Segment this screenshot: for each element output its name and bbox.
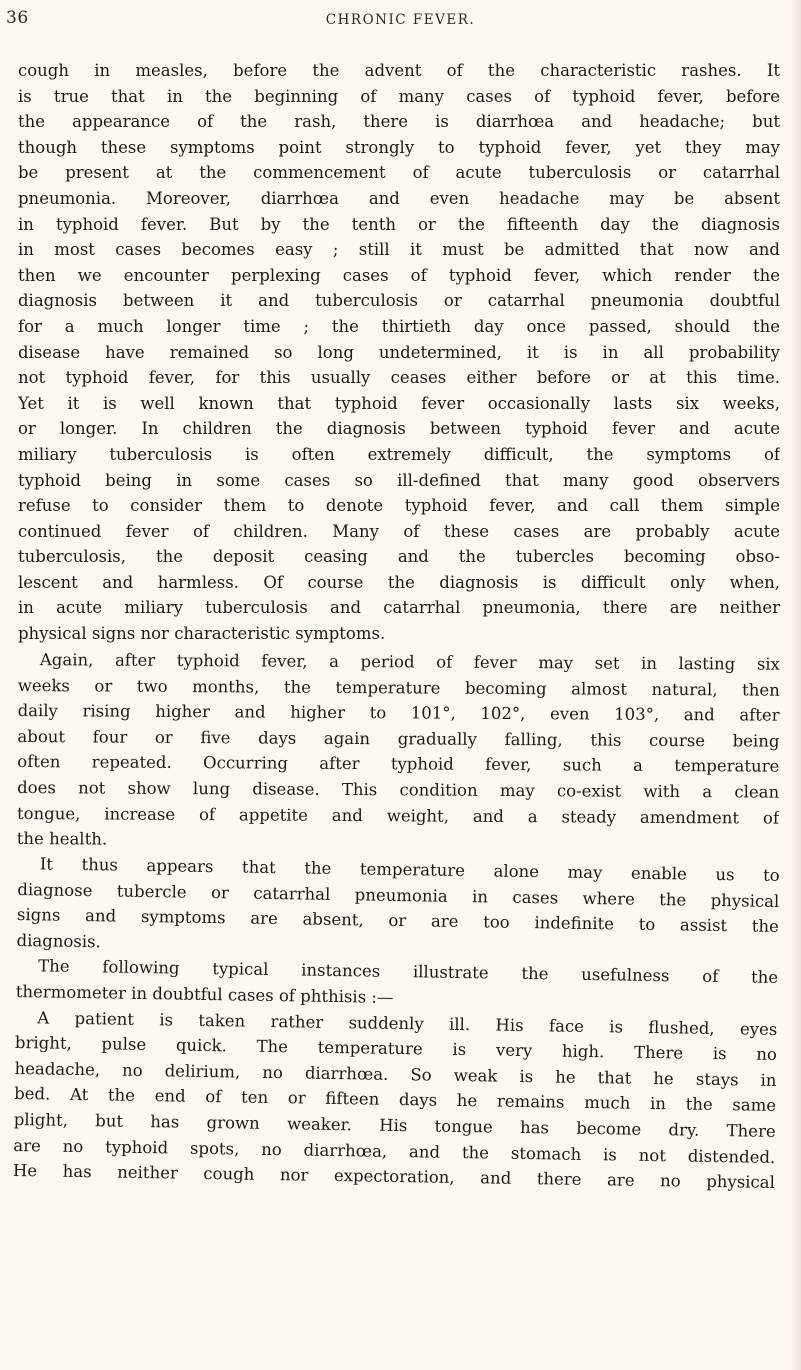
text-line: in typhoid fever. But by the tenth or the fifteenth day the diagnosis <box>18 214 780 234</box>
text-line: the appearance of the rash, there is diarrhœa and headache; but <box>18 112 780 132</box>
text-line: for a much longer time ; the thirtieth day once passed, should the <box>18 316 780 336</box>
text-line: often repeated. Occurring after typhoid fever, such a temperature <box>17 752 780 776</box>
text-line: be present at the commencement of acute tuberculosis or catarrhal <box>18 163 780 183</box>
text-line: signs and symptoms are absent, or are too indefinite to assist the <box>16 905 780 937</box>
text-line: daily rising higher and higher to 101°, 102°, even 103°, and after <box>17 700 780 725</box>
paragraph-group <box>13 851 780 1196</box>
text-line: diagnose tubercle or catarrhal pneumonia in cases where the physical <box>17 879 780 911</box>
text-line: thermometer in doubtful cases of phthisis :— <box>15 982 394 1008</box>
text-line: disease have remained so long undetermined, it is in all probability <box>18 342 780 362</box>
text-line: the health. <box>16 828 108 849</box>
text-line: pneumonia. Moreover, diarrhœa and even headache may be absent <box>18 188 780 208</box>
page-edge-shadow <box>791 0 801 1370</box>
text-line: refuse to consider them to denote typhoid fever, and call them simple <box>18 496 780 516</box>
text-line: or longer. In children the diagnosis between typhoid fever and acute <box>18 419 780 439</box>
text-line: physical signs nor characteristic symptoms. <box>18 624 386 644</box>
text-line: in acute miliary tuberculosis and catarrhal pneumonia, there are neither <box>18 598 780 618</box>
text-line: not typhoid fever, for this usually ceases either before or at this time. <box>18 368 780 388</box>
text-line: cough in measles, before the advent of the characteristic rashes. It <box>18 61 780 80</box>
text-line: A patient is taken rather suddenly ill. His face is flushed, eyes <box>37 1008 778 1039</box>
text-line: then we encounter perplexing cases of typhoid fever, which render the <box>18 265 780 285</box>
text-line: It thus appears that the temperature alone may enable us to <box>39 854 780 886</box>
text-line: tongue, increase of appetite and weight, and a steady amendment of <box>16 803 780 827</box>
body-text <box>12 58 780 1193</box>
text-line: Again, after typhoid fever, a period of fever may set in lasting six <box>39 649 780 674</box>
text-line: does not show lung disease. This condition may co-exist with a clean <box>17 777 780 802</box>
text-line: lescent and harmless. Of course the diagnosis is difficult only when, <box>18 572 780 592</box>
text-line: plight, but has grown weaker. His tongue has become dry. There <box>13 1110 776 1142</box>
text-line: though these symptoms point strongly to typhoid fever, yet they may <box>18 137 780 157</box>
text-line: The following typical instances illustrate the usefulness of the <box>38 957 779 988</box>
text-line: continued fever of children. Many of these cases are probably acute <box>18 521 780 541</box>
text-line: are no typhoid spots, no diarrhœa, and the stomach is not distended. <box>13 1135 776 1167</box>
text-line: Yet it is well known that typhoid fever occasionally lasts six weeks, <box>18 393 780 413</box>
text-line: bright, pulse quick. The temperature is very high. There is no <box>14 1033 778 1065</box>
text-line: diagnosis. <box>16 931 102 952</box>
paragraph <box>18 58 780 647</box>
text-line: He has neither cough nor expectoration, and there are no physical <box>12 1161 776 1193</box>
text-line: tuberculosis, the deposit ceasing and the tubercles becoming obso- <box>18 547 780 567</box>
text-line: bed. At the end of ten or fifteen days he remains much in the same <box>14 1084 777 1116</box>
paragraph <box>17 647 780 856</box>
text-line: diagnosis between it and tuberculosis or catarrhal pneumonia doubtful <box>18 291 780 311</box>
running-title: CHRONIC FEVER. <box>325 12 476 28</box>
text-line: weeks or two months, the temperature becoming almost natural, then <box>17 675 780 699</box>
text-line: is true that in the beginning of many cases of typhoid fever, before <box>18 86 780 106</box>
text-line: in most cases becomes easy ; still it must be admitted that now and <box>18 240 780 260</box>
text-line: typhoid being in some cases so ill-defined that many good observers <box>18 470 780 490</box>
text-line: miliary tuberculosis is often extremely difficult, the symptoms of <box>18 444 780 464</box>
text-line: about four or five days again gradually falling, this course being <box>17 726 780 751</box>
page-number: 36 <box>6 8 29 28</box>
text-line: headache, no delirium, no diarrhœa. So weak is he that he stays in <box>14 1059 777 1091</box>
